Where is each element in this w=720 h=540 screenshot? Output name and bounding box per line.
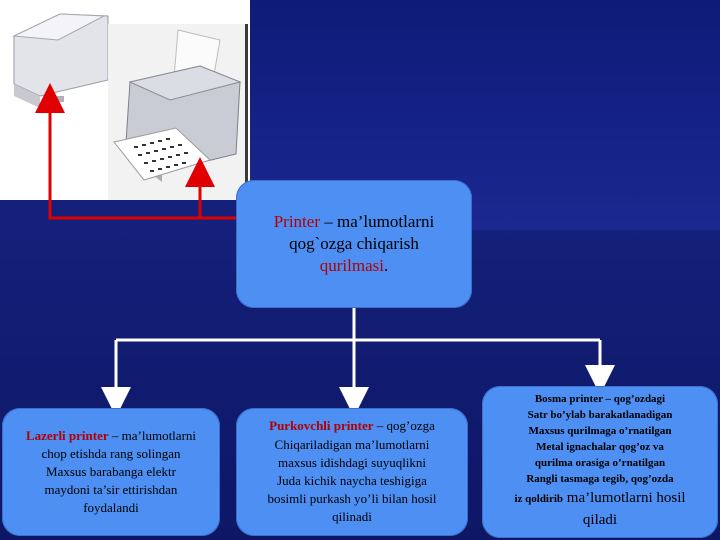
dot-line-6: Rangli tasmaga tegib, qog’ozda [526,473,674,486]
laser-line-1 [26,427,196,445]
inkjet-printer-term: Purkovchli printer [269,418,374,434]
dot-line-7-bold: iz qoldirib [514,493,564,506]
inkjet-line-2: Chiqariladigan ma’lumotlarni [274,436,430,452]
printer-term: Printer [273,211,320,231]
inkjet-line-4: Juda kichik naycha teshigiga [277,473,427,488]
dot-line-8: qiladi [582,511,618,528]
inkjet-dash: – [373,418,387,434]
definition-period: . [383,256,389,276]
inkjet-printer-text [268,417,437,526]
definition-line-1-rest: ma’lumotlarni [337,211,435,231]
printer-definition-box [236,180,472,308]
inkjet-line-5: bosimli purkash yo’li bilan hosil [267,491,437,507]
laser-line-1-rest: ma’lumotlarni [121,427,197,443]
inkjet-line-3: maxsus idishdagi suyuqlikni [277,454,427,470]
laser-printer-text [26,427,196,518]
dot-line-3: Maxsus qurilmaga o’rnatilgan [528,425,672,438]
definition-line-2: qog`ozga chiqarish [289,233,419,253]
inkjet-printer-box [236,408,468,536]
red-connector [50,98,236,218]
printer-definition-text [254,211,454,277]
laser-line-5: foydalandi [83,500,139,516]
dot-line-5: qurilma orasiga o’rnatilgan [534,457,666,470]
laser-printer-box [2,408,220,536]
dot-line-1: Bosma printer – qog’ozdagi [534,393,666,406]
inkjet-line-1 [268,417,437,435]
definition-dash: – [320,211,337,231]
laser-printer-term: Lazerli printer [25,427,109,443]
dot-line-7 [514,488,685,510]
laser-dash: – [108,427,122,443]
inkjet-line-6: qilinadi [332,509,372,525]
laser-line-4: maydoni ta’sir ettirishdan [44,482,178,498]
definition-line-1 [254,211,454,233]
dot-matrix-printer-box [482,386,718,538]
laser-line-2: chop etishda rang solingan [41,445,181,461]
dot-line-7-rest: ma’lumotlarni hosil [563,490,686,507]
laser-line-3: Maxsus barabanga elektr [46,463,176,479]
inkjet-line-1-rest: qog’ozga [386,418,435,434]
qurilmasi-term: qurilmasi [319,256,384,276]
dot-matrix-printer-text [514,392,685,531]
dot-line-4: Metal ignachalar qog’oz va [536,441,664,454]
definition-line-3 [254,255,454,277]
dot-line-2: Satr bo’ylab barakatlanadigan [527,409,673,422]
